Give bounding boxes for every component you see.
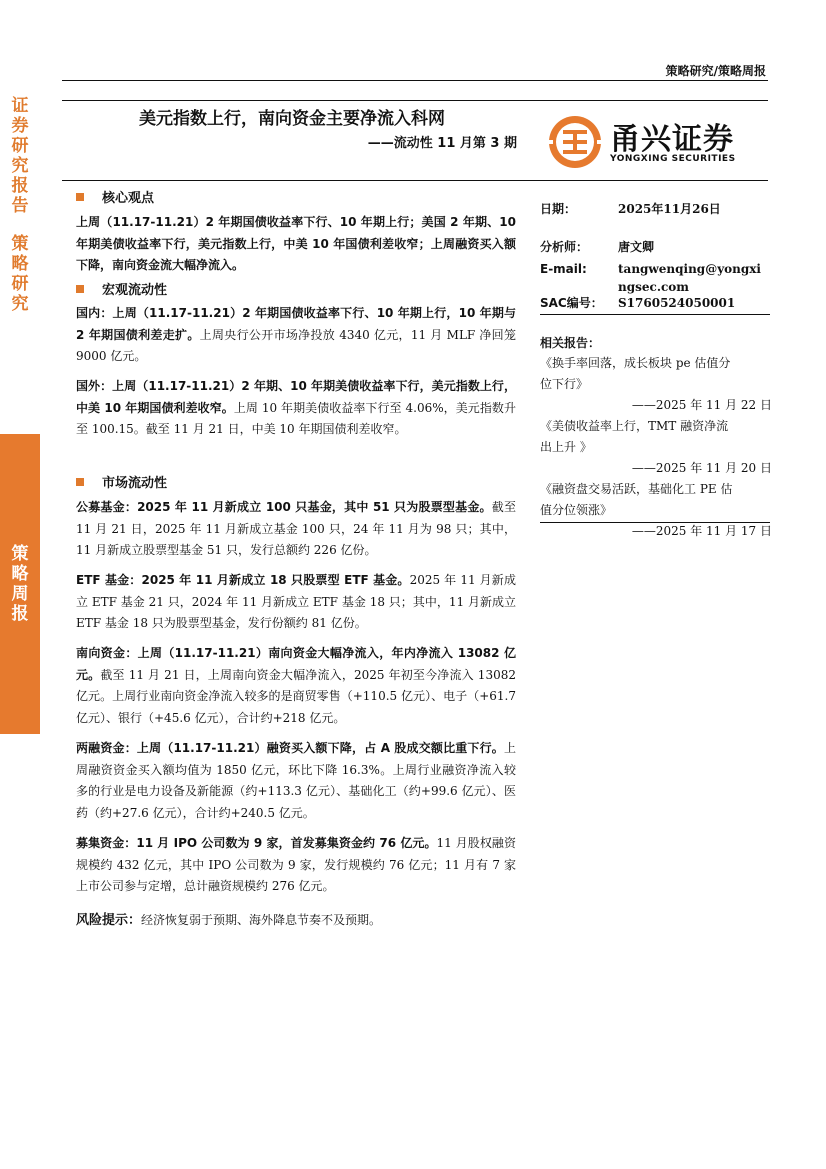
title-rule-bottom: [62, 180, 768, 181]
report-subtitle: ——流动性 11 月第 3 期: [367, 136, 517, 151]
related-item-title: 《融资盘交易活跃，基础化工 PE 估: [540, 482, 733, 496]
market-southbound-lead: 南向资金：上周（11.17-11.21）南向资金大幅净流入，年内净流入 13082 亿元。: [76, 646, 516, 682]
date-value: 2025年11月26日: [618, 202, 721, 216]
sidebar-char: 报: [11, 604, 29, 624]
related-item[interactable]: [540, 353, 772, 416]
report-category: 策略研究/策略周报: [665, 64, 766, 78]
email-value-cont: ngsec.com: [618, 280, 689, 294]
market-ipo: [76, 833, 516, 898]
info-email-row: [540, 260, 772, 296]
core-summary: 上周（11.17-11.21）2 年期国债收益率下行、10 年期上行；美国 2 年期、10 年期美债收益率下行，美元指数上行，中美 10 年国债利差收窄；上周融资买入额下降，南向资金流大幅净流入。: [76, 215, 516, 272]
market-fund-lead: 公募基金：2025 年 11 月新成立 100 只基金，其中 51 只为股票型基金。: [76, 500, 492, 514]
info-analyst-row: [540, 238, 772, 255]
macro-foreign: [76, 376, 516, 441]
market-etf-body: 2025 年 11 月新成立 ETF 基金 21 只，2024 年 11 月新成立 ETF 基金 18 只；其中，11 月新成立 ETF 基金 18 只为股票型基金，发行份额约 81 亿份。: [76, 573, 516, 630]
related-rule: [540, 522, 770, 523]
sidebar-label-box: [0, 434, 40, 734]
sidebar-char: 究: [11, 294, 29, 314]
related-item-date: ——2025 年 11 月 22 日: [631, 398, 772, 412]
macro-domestic: [76, 303, 516, 368]
related-item[interactable]: [540, 416, 772, 479]
section-macro-heading: [76, 279, 167, 298]
sidebar-char: 策: [11, 544, 29, 564]
analyst-value: 唐文卿: [618, 240, 655, 254]
market-ipo-lead: 募集资金：11 月 IPO 公司数为 9 家，首发募集资金约 76 亿元。: [76, 836, 437, 850]
market-southbound: [76, 643, 516, 729]
sidebar-char: 报: [11, 176, 29, 196]
sidebar-char: 究: [11, 156, 29, 176]
title-rule-top: [62, 100, 768, 101]
market-margin-lead: 两融资金：上周（11.17-11.21）融资买入额下降，占 A 股成交额比重下行。: [76, 741, 504, 755]
related-list: [540, 353, 772, 542]
related-item-date: ——2025 年 11 月 20 日: [631, 461, 772, 475]
sac-label: SAC编号：: [540, 296, 603, 310]
email-value: tangwenqing@yongxi: [618, 262, 761, 276]
related-heading: 相关报告：: [540, 336, 601, 350]
sidebar-char: 周: [11, 584, 29, 604]
sidebar-char: 研: [11, 136, 29, 156]
section-market-title: 市场流动性: [102, 476, 168, 491]
section-core-heading: [76, 187, 154, 206]
sac-value: S1760524050001: [618, 296, 736, 310]
section-core-title: 核心观点: [102, 191, 155, 206]
header-rule: [62, 80, 768, 81]
info-sac-row: [540, 294, 772, 311]
section-macro-title: 宏观流动性: [102, 283, 168, 298]
sidebar-char: 略: [11, 564, 29, 584]
macro-domestic-lead: 国内：上周（11.17-11.21）2 年期国债收益率下行、10 年期上行，10 年期与 2 年期国债利差走扩。: [76, 306, 516, 342]
info-date-row: [540, 200, 772, 217]
market-margin: [76, 738, 516, 824]
market-etf-lead: ETF 基金：2025 年 11 月新成立 18 只股票型 ETF 基金。: [76, 573, 410, 587]
date-label: 日期：: [540, 202, 577, 216]
sidebar-char: 告: [11, 196, 29, 216]
report-title: 美元指数上行，南向资金主要净流入科网: [139, 109, 445, 129]
logo-text-cn: 甬兴证券: [610, 122, 734, 157]
macro-foreign-lead: 国外：上周（11.17-11.21）2 年期、10 年期美债收益率下行，美元指数上行，中美 10 年期国债利差收窄。: [76, 379, 516, 415]
related-item-title-cont: 出上升 》: [540, 440, 592, 454]
sidebar-char: 证: [11, 96, 29, 116]
analyst-label: 分析师：: [540, 240, 589, 254]
macro-foreign-body: 上周 10 年期美债收益率下行至 4.06%，美元指数升至 100.15。截至 11 月 21 日，中美 10 年期国债利差收窄。: [76, 400, 516, 436]
related-item-title-cont: 位下行》: [540, 377, 589, 391]
market-fund-body: 截至 11 月 21 日，2025 年 11 月新成立基金 100 只，24 年 11 月为 98 只；其中，11 月新成立股票型基金 51 只，发行总额约 226 亿份。: [76, 500, 516, 557]
market-fund: [76, 497, 516, 562]
sidebar-char: 研: [11, 274, 29, 294]
bullet-square-icon: [76, 478, 84, 486]
section-market-heading: [76, 472, 167, 491]
market-margin-body: 上周融资资金买入额均值为 1850 亿元，环比下降 16.3%。上周行业融资净流入较多的行业是电力设备及新能源（约+113.3 亿元）、基础化工（约+99.6 亿元）、医药（约+27.6 亿元），合计约+240.5 亿元。: [76, 741, 516, 820]
related-item[interactable]: [540, 479, 772, 542]
market-ipo-body: 11 月股权融资规模约 432 亿元，其中 IPO 公司数为 9 家，发行规模约 76 亿元；11 月有 7 家上市公司参与定增，总计融资规模约 276 亿元。: [76, 836, 516, 893]
risk-notice: [76, 910, 516, 932]
email-label: E-mail:: [540, 262, 587, 276]
info-rule: [540, 314, 770, 315]
bullet-square-icon: [76, 193, 84, 201]
risk-text: 经济恢复弱于预期、海外降息节奏不及预期。: [141, 913, 382, 927]
sidebar-label-top: [0, 96, 40, 434]
market-etf: [76, 570, 516, 635]
logo-text-en: YONGXING SECURITIES: [610, 154, 736, 164]
sidebar-char: 策: [11, 234, 29, 254]
risk-label: 风险提示：: [76, 913, 142, 928]
related-item-date: ——2025 年 11 月 17 日: [631, 524, 772, 538]
macro-domestic-body: 上周央行公开市场净投放 4340 亿元，11 月 MLF 净回笼 9000 亿元。: [76, 327, 516, 363]
sidebar-char: 略: [11, 254, 29, 274]
related-item-title: 《换手率回落，成长板块 pe 估值分: [540, 356, 731, 370]
sidebar-char: 券: [11, 116, 29, 136]
related-item-title: 《美债收益率上行，TMT 融资净流: [540, 419, 729, 433]
market-southbound-body: 截至 11 月 21 日，上周南向资金大幅净流入，2025 年初至今净流入 13082 亿元。上周行业南向资金净流入较多的是商贸零售（+110.5 亿元）、电子（+61.7 亿元）、银行（+45.6 亿元），合计约+218 亿元。: [76, 667, 516, 725]
related-item-title-cont: 值分位领涨》: [540, 503, 613, 517]
bullet-square-icon: [76, 285, 84, 293]
